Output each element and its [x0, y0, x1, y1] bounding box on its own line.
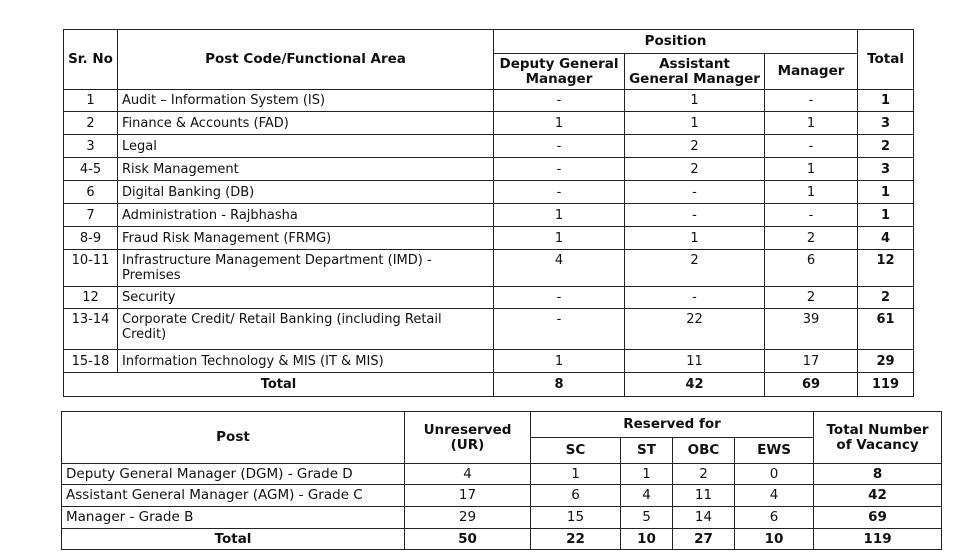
area-cell: Risk Management [118, 158, 494, 181]
agm-cell: 1 [625, 227, 765, 250]
total-cell: 1 [858, 204, 914, 227]
post-cell: Assistant General Manager (AGM) - Grade C [62, 485, 405, 507]
obc-cell: 14 [673, 507, 735, 529]
sc-cell: 6 [531, 485, 621, 507]
total-cell: 3 [858, 112, 914, 135]
sr-cell: 12 [64, 287, 118, 309]
area-cell: Infrastructure Management Department (IMD) - Premises [118, 250, 494, 287]
table-row [64, 309, 914, 350]
table-row [64, 181, 914, 204]
dgm-total: 8 [494, 373, 625, 397]
grand-total-vacancy: 119 [814, 529, 942, 550]
obc-cell: 11 [673, 485, 735, 507]
table-row [64, 90, 914, 112]
total-cell: 1 [858, 90, 914, 112]
table-row [62, 507, 942, 529]
sr-cell: 8-9 [64, 227, 118, 250]
manager-cell: - [765, 90, 858, 112]
st-cell: 4 [621, 485, 673, 507]
dgm-cell: - [494, 158, 625, 181]
sr-cell: 4-5 [64, 158, 118, 181]
ews-total: 10 [735, 529, 814, 550]
grand-total: 119 [858, 373, 914, 397]
dgm-cell: - [494, 181, 625, 204]
total-cell: 61 [858, 309, 914, 350]
area-cell: Corporate Credit/ Retail Banking (including Retail Credit) [118, 309, 494, 350]
total-cell: 2 [858, 135, 914, 158]
dgm-cell: 1 [494, 204, 625, 227]
manager-header: Manager [765, 54, 858, 90]
dgm-header: Deputy General Manager [494, 54, 625, 90]
table-row [64, 250, 914, 287]
total-vacancy-header: Total Number of Vacancy [814, 412, 942, 464]
area-cell: Fraud Risk Management (FRMG) [118, 227, 494, 250]
ews-cell: 4 [735, 485, 814, 507]
area-cell: Security [118, 287, 494, 309]
table-row [64, 135, 914, 158]
agm-cell: 2 [625, 158, 765, 181]
manager-cell: 1 [765, 112, 858, 135]
area-cell: Legal [118, 135, 494, 158]
manager-cell: 39 [765, 309, 858, 350]
manager-cell: - [765, 204, 858, 227]
sc-header: SC [531, 438, 621, 464]
sc-cell: 1 [531, 464, 621, 485]
agm-cell: - [625, 181, 765, 204]
total-cell: 4 [858, 227, 914, 250]
manager-total: 69 [765, 373, 858, 397]
st-header: ST [621, 438, 673, 464]
ur-cell: 29 [405, 507, 531, 529]
table-row [62, 485, 942, 507]
sc-total: 22 [531, 529, 621, 550]
total-label: Total [62, 529, 405, 550]
agm-cell: 11 [625, 350, 765, 373]
agm-cell: - [625, 204, 765, 227]
agm-header: Assistant General Manager [625, 54, 765, 90]
ews-header: EWS [735, 438, 814, 464]
area-cell: Finance & Accounts (FAD) [118, 112, 494, 135]
total-row [64, 373, 914, 397]
st-total: 10 [621, 529, 673, 550]
table-row [64, 112, 914, 135]
agm-cell: 22 [625, 309, 765, 350]
manager-cell: - [765, 135, 858, 158]
sr-cell: 13-14 [64, 309, 118, 350]
total-cell: 12 [858, 250, 914, 287]
total-row [62, 529, 942, 550]
total-cell: 2 [858, 287, 914, 309]
dgm-cell: 4 [494, 250, 625, 287]
area-cell: Information Technology & MIS (IT & MIS) [118, 350, 494, 373]
table-row [64, 227, 914, 250]
vacancy-table [61, 411, 942, 550]
total-cell: 29 [858, 350, 914, 373]
area-cell: Audit – Information System (IS) [118, 90, 494, 112]
agm-total: 42 [625, 373, 765, 397]
obc-cell: 2 [673, 464, 735, 485]
sr-cell: 6 [64, 181, 118, 204]
total-vacancy-cell: 42 [814, 485, 942, 507]
total-vacancy-cell: 8 [814, 464, 942, 485]
dgm-cell: 1 [494, 350, 625, 373]
ur-cell: 17 [405, 485, 531, 507]
sr-cell: 2 [64, 112, 118, 135]
area-cell: Digital Banking (DB) [118, 181, 494, 204]
table-row [64, 158, 914, 181]
sr-cell: 15-18 [64, 350, 118, 373]
manager-cell: 2 [765, 287, 858, 309]
sr-cell: 7 [64, 204, 118, 227]
post-code-header: Post Code/Functional Area [118, 30, 494, 90]
manager-cell: 2 [765, 227, 858, 250]
dgm-cell: - [494, 309, 625, 350]
total-vacancy-cell: 69 [814, 507, 942, 529]
st-cell: 1 [621, 464, 673, 485]
obc-header: OBC [673, 438, 735, 464]
obc-total: 27 [673, 529, 735, 550]
post-header: Post [62, 412, 405, 464]
sc-cell: 15 [531, 507, 621, 529]
area-cell: Administration - Rajbhasha [118, 204, 494, 227]
dgm-cell: - [494, 287, 625, 309]
reserved-for-header: Reserved for [531, 412, 814, 438]
total-cell: 1 [858, 181, 914, 204]
total-label: Total [64, 373, 494, 397]
st-cell: 5 [621, 507, 673, 529]
ews-cell: 6 [735, 507, 814, 529]
ur-cell: 4 [405, 464, 531, 485]
total-header: Total [858, 30, 914, 90]
dgm-cell: 1 [494, 227, 625, 250]
total-cell: 3 [858, 158, 914, 181]
table-row [64, 204, 914, 227]
dgm-cell: - [494, 135, 625, 158]
sr-cell: 1 [64, 90, 118, 112]
dgm-cell: - [494, 90, 625, 112]
manager-cell: 1 [765, 158, 858, 181]
manager-cell: 6 [765, 250, 858, 287]
post-cell: Deputy General Manager (DGM) - Grade D [62, 464, 405, 485]
dgm-cell: 1 [494, 112, 625, 135]
position-header: Position [494, 30, 858, 54]
sr-no-header: Sr. No [64, 30, 118, 90]
ur-total: 50 [405, 529, 531, 550]
table-row [64, 287, 914, 309]
agm-cell: 1 [625, 90, 765, 112]
agm-cell: 1 [625, 112, 765, 135]
sr-cell: 3 [64, 135, 118, 158]
agm-cell: - [625, 287, 765, 309]
table-row [64, 350, 914, 373]
ur-header: Unreserved (UR) [405, 412, 531, 464]
table-row [62, 464, 942, 485]
sr-cell: 10-11 [64, 250, 118, 287]
post-cell: Manager - Grade B [62, 507, 405, 529]
ews-cell: 0 [735, 464, 814, 485]
position-table [63, 29, 914, 397]
agm-cell: 2 [625, 250, 765, 287]
manager-cell: 1 [765, 181, 858, 204]
agm-cell: 2 [625, 135, 765, 158]
manager-cell: 17 [765, 350, 858, 373]
